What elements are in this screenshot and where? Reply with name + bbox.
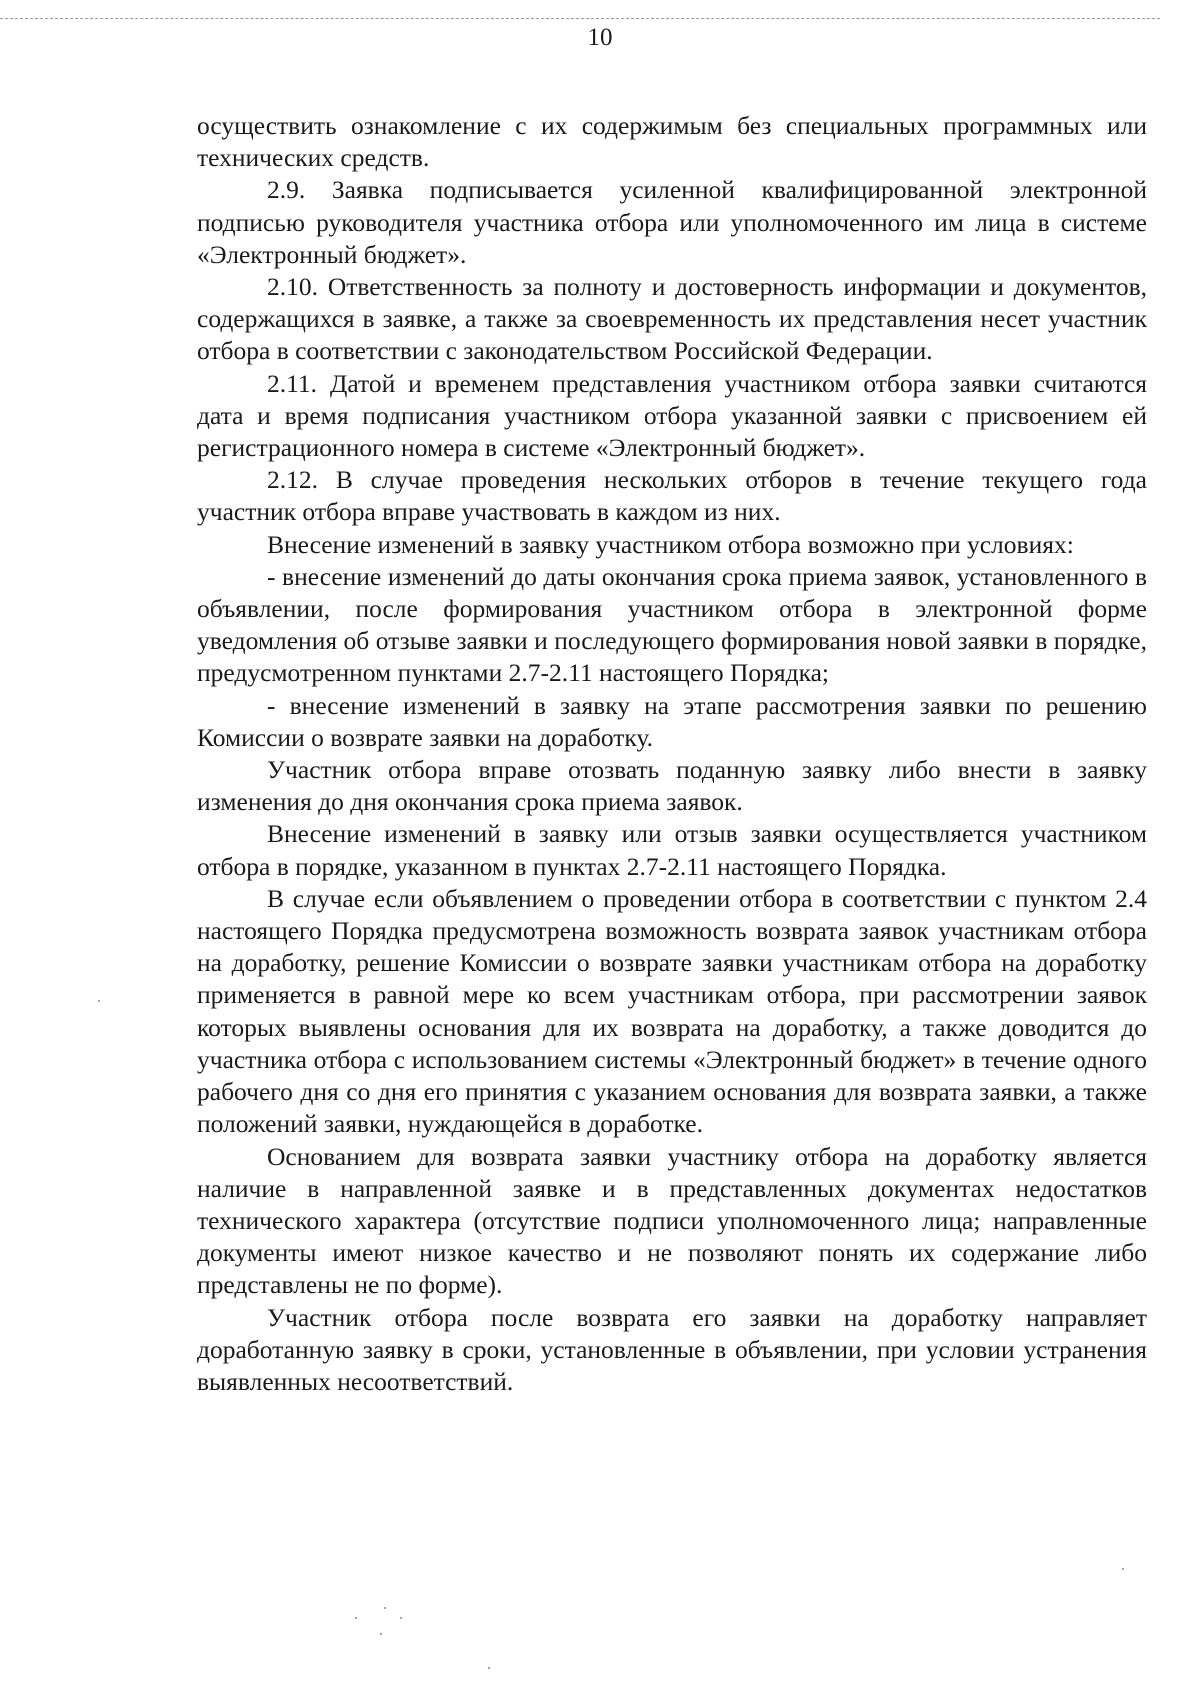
paragraph: Участник отбора после возврата его заявки на доработку направляет доработанную заявку в сроки, установленные в объявлении, при условии устранения выявленных несоответствий. (197, 1302, 1147, 1396)
page-number: 10 (587, 24, 613, 51)
scan-speck (384, 1607, 386, 1609)
scan-speck (98, 1000, 100, 1002)
paragraph: осуществить ознакомление с их содержимым без специальных программных или технических средств. (197, 111, 1147, 173)
scan-speck (488, 1667, 490, 1669)
list-item: - внесение изменений до даты окончания срока приема заявок, установленного в объявлении, после формирования участником отбора в электронной форме уведомления об отзыве заявки и последующего формирования новой заявки в порядке, предусмотренном пунктами 2.7-2.11 настоящего Порядка; (197, 561, 1147, 688)
paragraph: Внесение изменений в заявку или отзыв заявки осуществляется участником отбора в порядке, указанном в пунктах 2.7-2.11 настоящего Порядка. (197, 819, 1147, 881)
paragraph: 2.10. Ответственность за полноту и достоверность информации и документов, содержащихся в заявке, а также за своевременность их представления несет участник отбора в соответствии с законодательством Российской Федерации. (197, 272, 1147, 366)
scan-top-edge (0, 18, 1160, 19)
scan-speck (1122, 1568, 1124, 1570)
scan-speck (400, 1617, 402, 1619)
paragraph: 2.11. Датой и временем представления участником отбора заявки считаются дата и время подписания участником отбора указанной заявки с присвоением ей регистрационного номера в системе «Электронный бюджет». (197, 368, 1147, 463)
paragraph: В случае если объявлением о проведении отбора в соответствии с пунктом 2.4 настоящего Порядка предусмотрена возможность возврата заявок участникам отбора на доработку, решение Комиссии о возврате заявки участникам отбора на доработку применяется в равной мере ко всем участникам отбора, при рассмотрении заявок которых выявлены основания для их возврата на доработку, а также доводится до участника отбора с использованием системы «Электронный бюджет» в течение одного рабочего дня со дня его принятия с указанием основания для возврата заявки, а также положений заявки, нуждающейся в доработке. (197, 883, 1147, 1139)
paragraph: Основанием для возврата заявки участнику отбора на доработку является наличие в направленной заявке и в представленных документах недостатков технического характера (отсутствие подписи уполномоченного лица; направленные документы имеют низкое качество и не позволяют понять их содержание либо представлены не по форме). (197, 1141, 1147, 1300)
paragraph: 2.12. В случае проведения нескольких отборов в течение текущего года участник отбора вправе участвовать в каждом из них. (197, 465, 1147, 527)
paragraph: Внесение изменений в заявку участником отбора возможно при условиях: (267, 529, 1074, 559)
paragraph: Участник отбора вправе отозвать поданную заявку либо внести в заявку изменения до дня окончания срока приема заявок. (197, 755, 1147, 817)
scan-speck (355, 1617, 357, 1619)
document-body (197, 110, 1147, 1398)
scan-speck (380, 1633, 382, 1635)
list-item: - внесение изменений в заявку на этапе рассмотрения заявки по решению Комиссии о возврате заявки на доработку. (197, 690, 1147, 752)
paragraph: 2.9. Заявка подписывается усиленной квалифицированной электронной подписью руководителя участника отбора или уполномоченного им лица в системе «Электронный бюджет». (197, 175, 1147, 269)
